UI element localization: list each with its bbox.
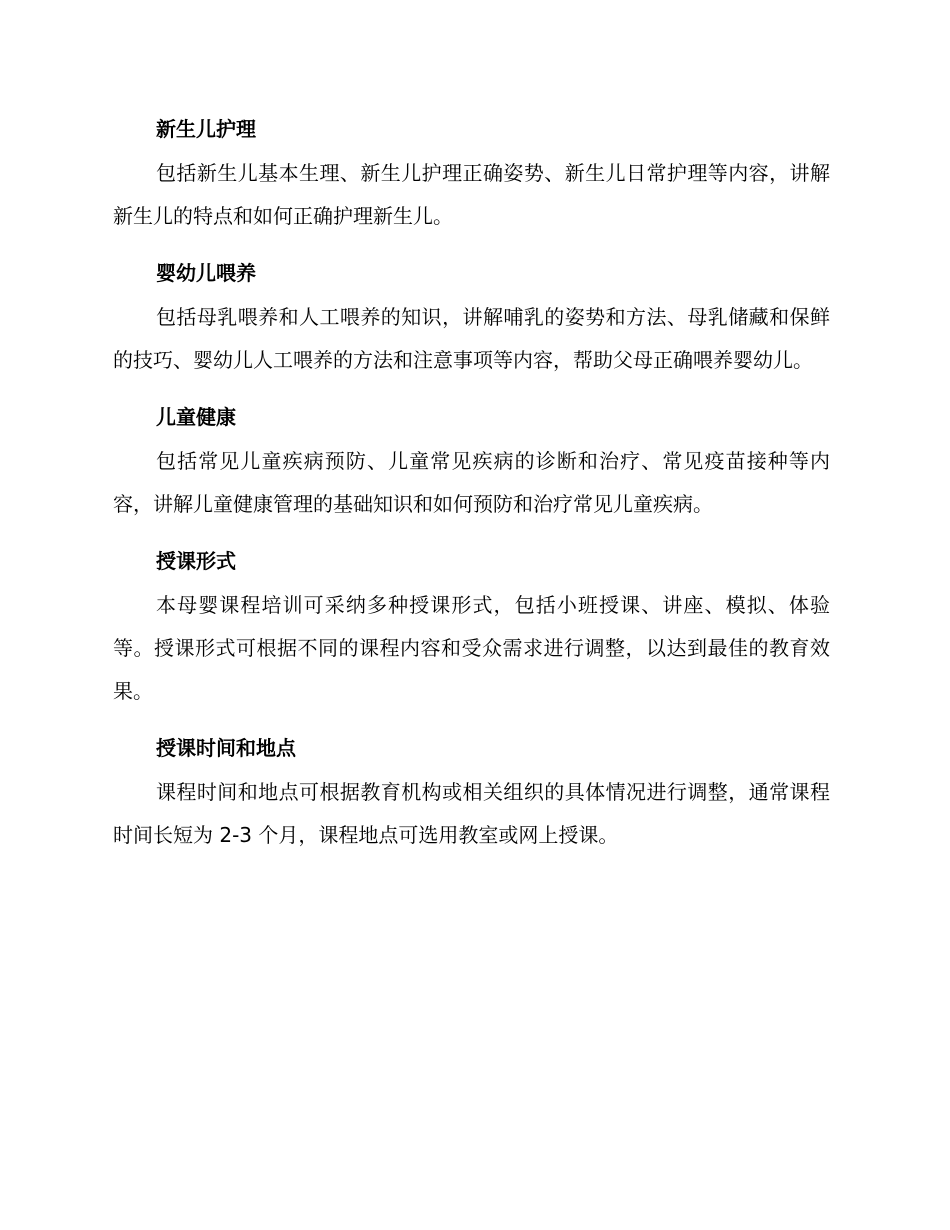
section-heading: 婴幼儿喂养	[156, 261, 256, 285]
section-paragraph: 本母婴课程培训可采纳多种授课形式，包括小班授课、讲座、模拟、体验等。授课形式可根据不同的课程内容和受众需求进行调整，以达到最佳的教育效果。	[113, 593, 830, 703]
section-heading: 儿童健康	[156, 405, 236, 429]
section-heading: 授课形式	[156, 549, 236, 573]
section-paragraph: 包括母乳喂养和人工喂养的知识，讲解哺乳的姿势和方法、母乳储藏和保鲜的技巧、婴幼儿人工喂养的方法和注意事项等内容，帮助父母正确喂养婴幼儿。	[113, 305, 830, 372]
section-heading: 新生儿护理	[156, 117, 256, 141]
section-infant-feeding	[113, 250, 830, 382]
document-content	[113, 106, 830, 869]
section-newborn-care	[113, 106, 830, 238]
section-heading: 授课时间和地点	[156, 736, 296, 760]
section-teaching-format	[113, 538, 830, 713]
section-paragraph: 课程时间和地点可根据教育机构或相关组织的具体情况进行调整，通常课程时间长短为 2-3 个月，课程地点可选用教室或网上授课。	[113, 780, 830, 847]
section-time-and-place	[113, 725, 830, 857]
section-paragraph: 包括常见儿童疾病预防、儿童常见疾病的诊断和治疗、常见疫苗接种等内容，讲解儿童健康管理的基础知识和如何预防和治疗常见儿童疾病。	[113, 449, 830, 516]
section-paragraph: 包括新生儿基本生理、新生儿护理正确姿势、新生儿日常护理等内容，讲解新生儿的特点和如何正确护理新生儿。	[113, 161, 830, 228]
section-child-health	[113, 394, 830, 526]
